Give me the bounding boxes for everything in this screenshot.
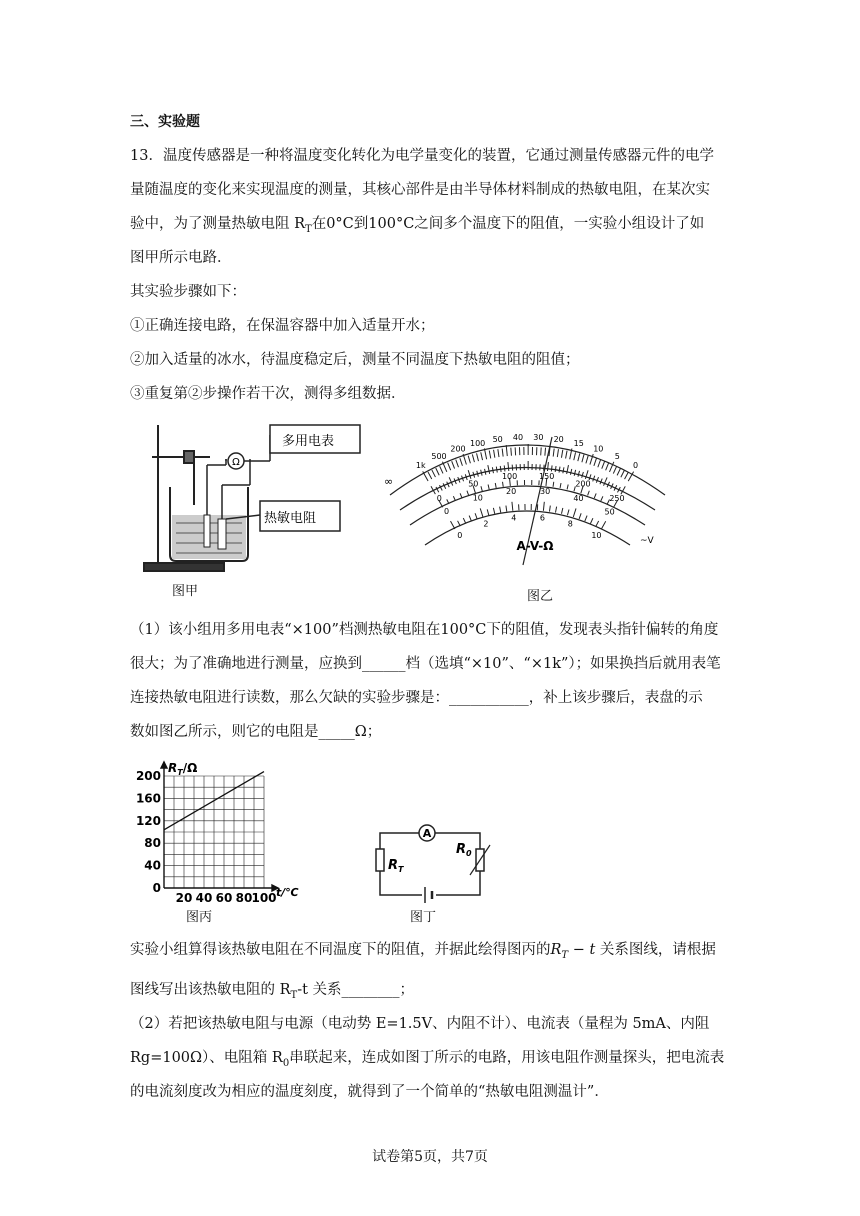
- dial-scale-label: 4: [511, 513, 517, 523]
- dial-tick: [563, 467, 564, 473]
- dial-scale-label: 40: [573, 493, 584, 503]
- dial-scale-label: 50: [468, 479, 479, 489]
- dial-scale-label: 200: [450, 444, 466, 454]
- dial-tick: [601, 521, 605, 529]
- dial-tick: [503, 482, 504, 487]
- dial-tick: [617, 468, 620, 475]
- rt-label: $R_T$: [388, 858, 404, 874]
- dial-tick: [586, 456, 588, 464]
- dial-tick: [432, 470, 436, 477]
- chart-ylabel: $R_T/\Omega$: [168, 761, 198, 777]
- part2-line-1: （2）若把该热敏电阻与电源（电动势 E=1.5V、内阻不计）、电流表（量程为 5mA、内阻: [130, 1016, 710, 1032]
- y-tick-label: 200: [135, 769, 161, 783]
- dial-tick: [574, 470, 575, 476]
- r0-label: $R_0$: [456, 842, 472, 858]
- y-tick-label: 40: [144, 858, 161, 873]
- caption-jia: 图甲: [172, 584, 199, 599]
- dial-tick: [472, 454, 474, 462]
- y-tick-label: 80: [144, 836, 161, 851]
- dial-tick: [561, 450, 562, 458]
- dial-scale-label: 0: [633, 461, 639, 471]
- dial-scale-label: 20: [553, 435, 564, 445]
- dial-tick: [556, 507, 557, 513]
- dial-left-end: ∞: [384, 475, 394, 488]
- dial-tick: [448, 463, 451, 470]
- dial-tick: [602, 461, 605, 468]
- x-tick-label: 20: [175, 891, 193, 905]
- dial-tick: [590, 518, 592, 523]
- dial-tick: [578, 471, 580, 477]
- dial-tick: [559, 467, 560, 473]
- figure-jia: [140, 415, 370, 580]
- dial-scale-label: 100: [469, 438, 486, 448]
- dial-tick: [613, 466, 616, 473]
- step-3: ③重复第②步操作若干次，测得多组数据．: [130, 386, 406, 402]
- dial-tick: [606, 463, 609, 470]
- dial-tick: [566, 451, 567, 459]
- q13-line-4: 图甲所示电路．: [130, 250, 232, 266]
- meter-label: 多用电表: [282, 434, 335, 449]
- dial-scale-label: 30: [533, 433, 544, 443]
- part2-line-3: 的电流刻度改为相应的温度刻度，就得到了一个简单的“热敏电阻测温计”．: [130, 1084, 609, 1100]
- dial-tick: [498, 449, 499, 457]
- dial-tick: [475, 513, 477, 519]
- dial-tick: [588, 491, 590, 496]
- figure-ding-circuit: [370, 825, 500, 905]
- dial-tick: [452, 461, 455, 468]
- dial-tick: [436, 468, 439, 475]
- dial-tick: [551, 465, 552, 471]
- dial-scale-label: 20: [506, 486, 517, 496]
- dial-tick: [561, 508, 562, 514]
- dial-scale-label: 0: [444, 507, 450, 517]
- dial-scale-label: 0: [457, 530, 463, 540]
- dial-scale-label: 10: [593, 444, 604, 454]
- dial-tick: [487, 509, 489, 515]
- dial-scale-label: 500: [431, 451, 447, 461]
- dial-tick: [492, 467, 493, 473]
- dial-tick: [598, 460, 601, 468]
- dial-tick: [578, 453, 580, 461]
- caption-bing: 图丙: [186, 910, 213, 925]
- dial-scale-label: 5: [614, 451, 620, 461]
- dial-tick: [481, 452, 483, 460]
- dial-scale-label: 0: [436, 494, 442, 504]
- dial-scale-label: 10: [472, 493, 483, 503]
- part1-line-1: （1）该小组用多用电表“×100”档测热敏电阻在100°C下的阻值，发现表头指针偏转的角度: [130, 622, 719, 638]
- dial-tick: [484, 448, 486, 459]
- dial-tick: [567, 485, 568, 490]
- dial-tick: [494, 450, 495, 458]
- q13-line-1: 13．温度传感器是一种将温度变化转化为电学量变化的装置，它通过测量传感器元件的电学: [130, 148, 714, 164]
- dial-tick: [506, 445, 507, 456]
- thermistor-label: 热敏电阻: [264, 511, 317, 526]
- dial-scale-label: 40: [512, 433, 524, 443]
- dial-tick: [545, 448, 546, 456]
- part2-line-2: Rg=100Ω）、电阻箱 $R_0$串联起来，连成如图丁所示的电路，用该电阻作测量探头，把电流表: [130, 1050, 725, 1069]
- q13-line-3: 验中，为了测量热敏电阻 $R_T$在0°C到100°C之间多个温度下的阻值，一实验小组设计了如: [130, 216, 705, 235]
- dial-tick: [477, 453, 479, 461]
- dial-tick: [504, 465, 505, 471]
- y-tick-label: 120: [135, 813, 161, 828]
- dial-scale-label: 6: [539, 513, 545, 523]
- dial-tick: [500, 507, 501, 513]
- dial-tick: [489, 451, 490, 459]
- dial-tick: [543, 502, 544, 511]
- part1b-line-2: 图线写出该热敏电阻的 $R_T-t$ 关系________；: [130, 982, 415, 1001]
- dial-tick: [625, 472, 629, 479]
- dial-tick: [502, 449, 503, 457]
- dial-tick: [596, 521, 599, 526]
- dial-tick: [468, 456, 470, 464]
- dial-scale-label: 50: [604, 507, 615, 517]
- dial-tick: [469, 516, 471, 522]
- dial-tick: [488, 465, 490, 474]
- dial-tick: [557, 449, 558, 457]
- dial-scale-label: 200: [575, 479, 591, 489]
- dial-tick: [450, 521, 454, 529]
- x-tick-label: 80: [235, 891, 253, 905]
- part1-line-4: 数如图乙所示，则它的电阻是_____Ω；: [130, 724, 382, 740]
- dial-tick: [511, 448, 512, 456]
- dial-tick: [512, 502, 513, 511]
- dial-tick: [547, 462, 548, 471]
- dial-tick: [500, 466, 501, 472]
- x-tick-label: 40: [195, 891, 213, 905]
- dial-tick: [570, 469, 571, 475]
- dial-tick: [495, 483, 496, 488]
- dial-scale-label: 50: [492, 435, 503, 445]
- dial-tick: [594, 458, 597, 466]
- caption-ding: 图丁: [410, 910, 437, 925]
- dial-tick: [582, 472, 584, 478]
- figure-yi: [370, 425, 680, 575]
- dial-scale-label: 100: [501, 471, 518, 481]
- dial-center-label: A-V-Ω: [516, 539, 554, 553]
- dial-tick: [488, 484, 489, 489]
- dial-right-end: ~V: [640, 536, 654, 546]
- dial-tick: [508, 462, 509, 471]
- dial-scale-label: 1k: [415, 460, 426, 470]
- x-tick-label: 60: [215, 891, 233, 905]
- dial-scale-label: 8: [567, 519, 573, 529]
- dial-scale-label: 15: [573, 438, 584, 448]
- dial-tick: [480, 508, 483, 517]
- dial-tick: [460, 458, 463, 466]
- thermistor-rt: [376, 849, 384, 871]
- dial-tick: [428, 472, 432, 479]
- x-tick-label: 100: [251, 891, 277, 905]
- dial-tick: [485, 469, 486, 475]
- dial-tick: [574, 452, 576, 460]
- page-footer: 试卷第5页，共7页: [372, 1149, 488, 1165]
- dial-tick: [560, 483, 561, 488]
- q13-line-2: 量随温度的变化来实现温度的测量，其核心部件是由半导体材料制成的热敏电阻，在某次实: [130, 182, 710, 198]
- dial-scale-label: 150: [539, 471, 555, 481]
- ohm-symbol: Ω: [232, 457, 240, 468]
- dial-tick: [553, 449, 554, 457]
- figure-bing-chart: [130, 752, 299, 910]
- dial-scale-label: 10: [591, 530, 602, 540]
- part1-line-3: 连接热敏电阻进行读数，那么欠缺的实验步骤是：___________，补上该步骤后，表盘的示: [130, 690, 703, 706]
- dial-tick: [553, 482, 554, 487]
- dial-tick: [594, 493, 596, 498]
- y-tick-label: 160: [135, 791, 161, 806]
- dial-tick: [601, 496, 603, 501]
- ammeter-symbol: A: [422, 827, 432, 840]
- dial-tick: [453, 496, 455, 501]
- dial-tick: [585, 516, 587, 522]
- caption-yi: 图乙: [527, 589, 554, 604]
- dial-tick: [506, 506, 507, 512]
- dial-tick: [493, 508, 494, 514]
- dial-scale-label: 250: [609, 494, 625, 504]
- dial-tick: [496, 467, 497, 473]
- dial-tick: [463, 518, 465, 523]
- dial-tick: [579, 513, 581, 519]
- step-1: ①正确连接电路，在保温容器中加入适量开水；: [130, 318, 435, 334]
- dial-scale-label: 30: [540, 486, 551, 496]
- dial-tick: [555, 466, 556, 472]
- dial-tick: [621, 470, 625, 477]
- chart-xlabel: t/℃: [276, 886, 299, 899]
- dial-tick: [573, 508, 576, 517]
- part1b-line-1: 实验小组算得该热敏电阻在不同温度下的阻值，并据此绘得图丙的$R_T - t$ 关系图线，请根据: [130, 942, 716, 961]
- section-title: 三、实验题: [130, 114, 200, 130]
- y-tick-label: 0: [152, 881, 161, 895]
- step-2: ②加入适量的冰水，待温度稳定后，测量不同温度下热敏电阻的阻值；: [130, 352, 580, 368]
- dial-tick: [549, 506, 550, 512]
- dial-tick: [468, 470, 471, 479]
- dial-tick: [582, 454, 584, 462]
- dial-tick: [481, 470, 482, 476]
- dial-scale-label: 2: [483, 519, 489, 529]
- steps-title: 其实验步骤如下：: [130, 284, 246, 300]
- dial-tick: [456, 460, 459, 468]
- dial-tick: [460, 493, 462, 498]
- dial-tick: [481, 486, 482, 491]
- dial-tick: [467, 491, 469, 496]
- dial-tick: [440, 466, 443, 473]
- dial-tick: [567, 509, 569, 515]
- y-axis-arrow: [161, 762, 167, 768]
- part1-line-2: 很大；为了准确地进行测量，应换到______档（选填“×10”、“×1k”）；如果换挡后就用表笔: [130, 656, 721, 672]
